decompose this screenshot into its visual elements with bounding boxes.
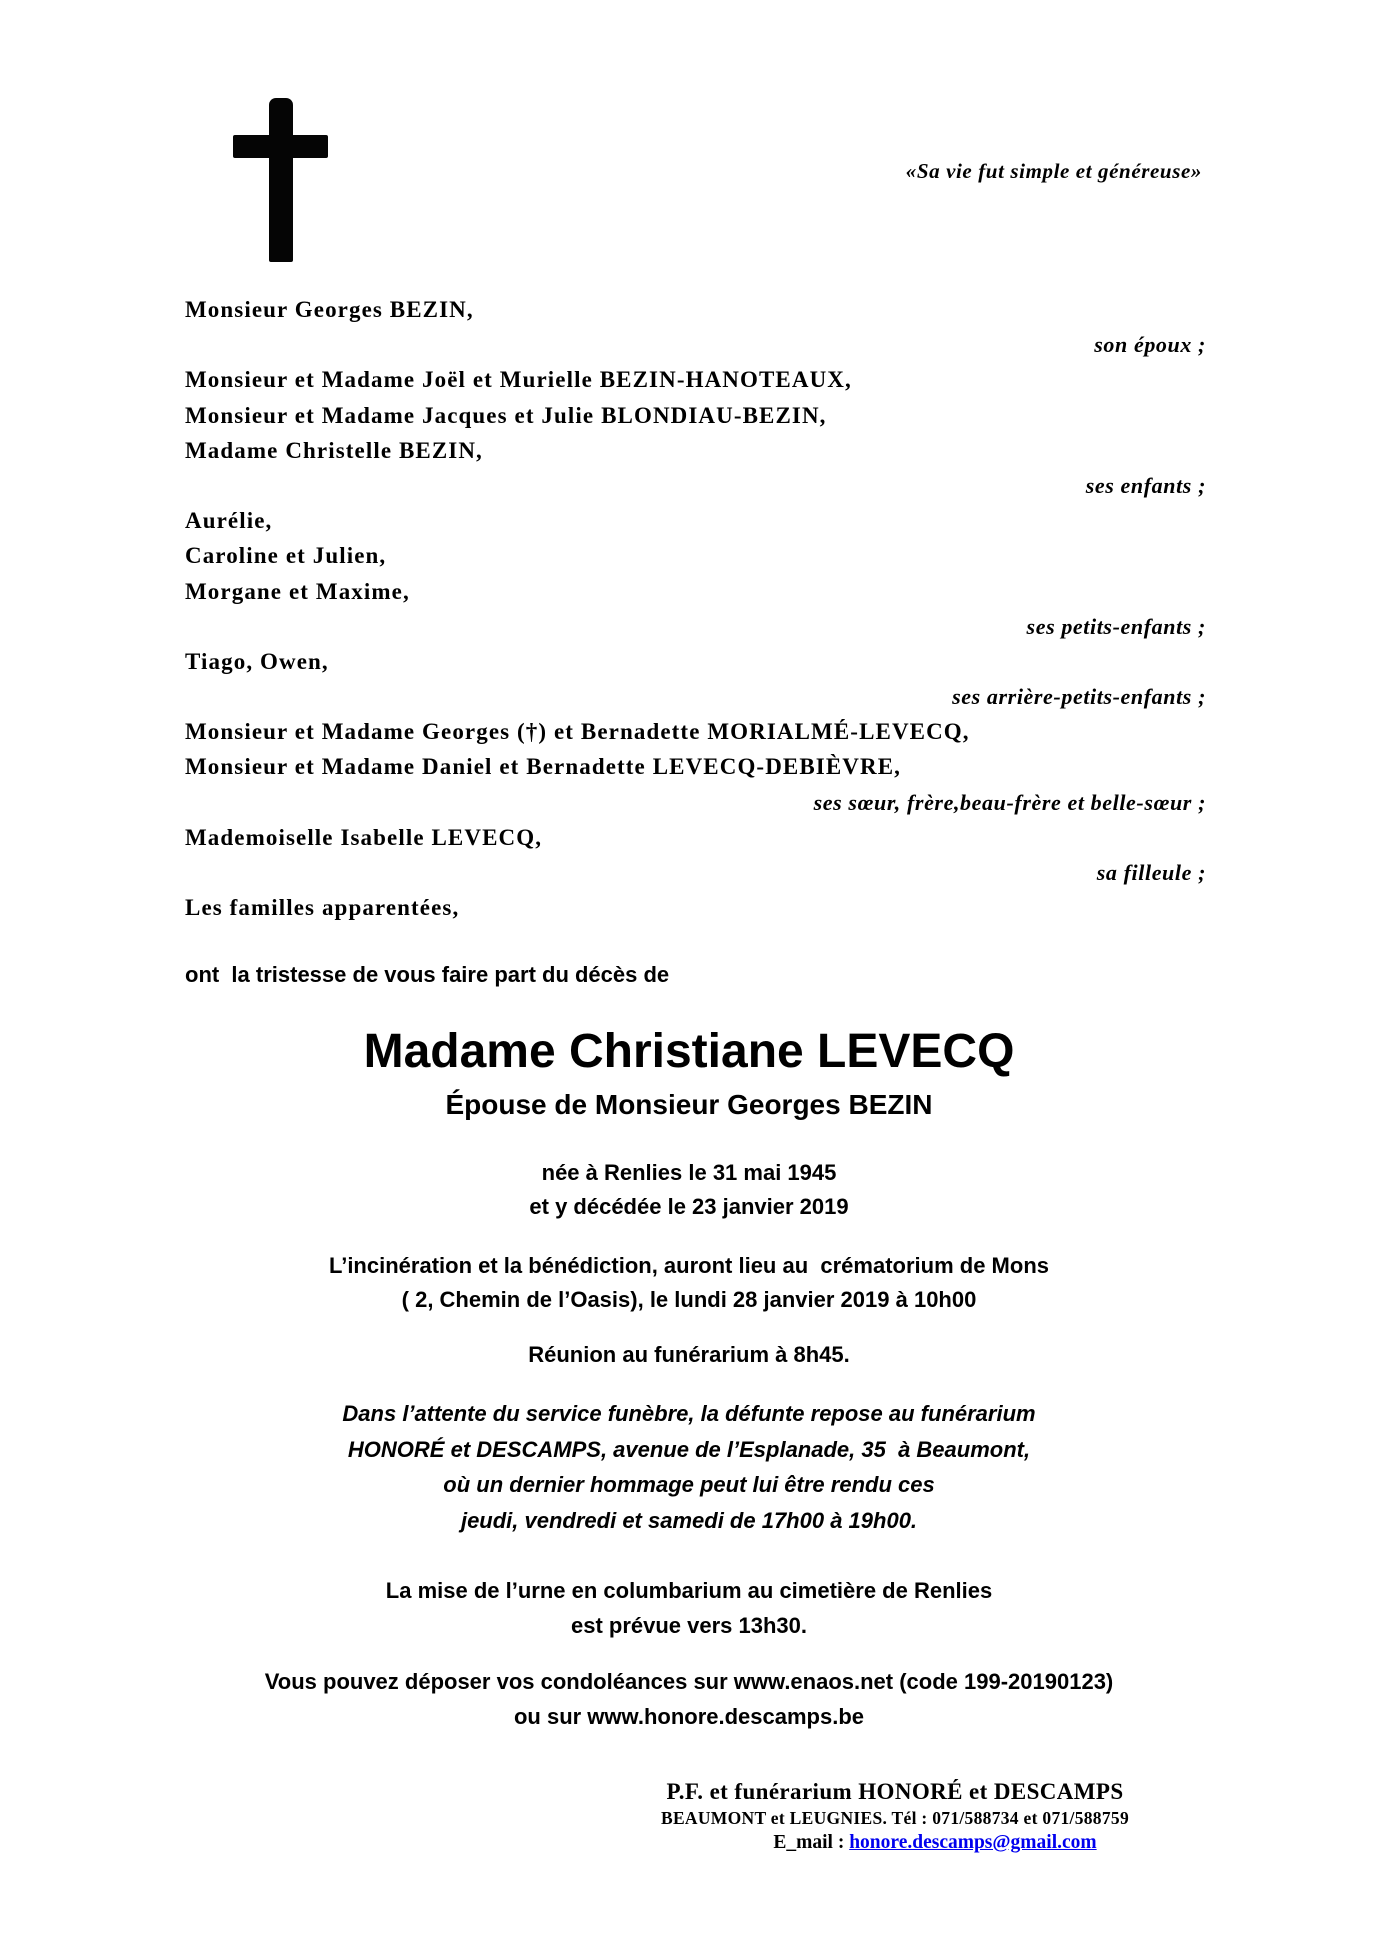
birth-line: née à Renlies le 31 mai 1945 <box>541 1160 837 1185</box>
death-line: et y décédée le 23 janvier 2019 <box>529 1194 849 1219</box>
family-line: Mademoiselle Isabelle LEVECQ, <box>185 824 543 850</box>
family-line: Aurélie, <box>185 508 273 534</box>
relation-label: ses enfants ; <box>1085 472 1206 498</box>
urn-line-1: La mise de l’urne en columbarium au cimetière de Renlies <box>385 1578 993 1603</box>
email-label: E_mail : <box>773 1832 850 1853</box>
relation-label: ses arrière-petits-enfants ; <box>952 684 1206 710</box>
relation-label: sa filleule ; <box>1096 860 1206 885</box>
family-line: Caroline et Julien, <box>185 543 387 569</box>
family-announcers-list <box>185 292 1206 925</box>
cremation-line-1: L’incinération et la bénédiction, auront lieu au crématorium de Mons <box>328 1253 1049 1278</box>
relation-label: son époux ; <box>1094 332 1206 358</box>
memorial-quote: «Sa vie fut simple et généreuse» <box>905 159 1202 183</box>
cross-horizontal-bar <box>233 135 328 158</box>
meeting-line: Réunion au funérarium à 8h45. <box>528 1342 850 1367</box>
family-line: Morgane et Maxime, <box>185 578 410 604</box>
birth-death-block <box>0 1156 1378 1224</box>
family-line: Monsieur et Madame Daniel et Bernadette LEVECQ-DEBIÈVRE, <box>185 754 901 780</box>
family-line: Monsieur Georges BEZIN, <box>185 297 474 322</box>
family-line: Tiago, Owen, <box>185 648 329 674</box>
cremation-line-2: ( 2, Chemin de l’Oasis), le lundi 28 janvier 2019 à 10h00 <box>401 1286 977 1312</box>
repose-line-4: jeudi, vendredi et samedi de 17h00 à 19h00. <box>460 1507 918 1533</box>
family-line: Monsieur et Madame Jacques et Julie BLONDIAU-BEZIN, <box>185 402 827 428</box>
repose-line-3: où un dernier hommage peut lui être rendu ces <box>443 1472 935 1497</box>
announcement-intro: ont la tristesse de vous faire part du décès de <box>185 962 670 987</box>
repose-block <box>0 1396 1378 1538</box>
repose-line-1: Dans l’attente du service funèbre, la défunte repose au funérarium <box>342 1401 1036 1426</box>
condolences-block <box>0 1664 1378 1734</box>
spouse-line: Épouse de Monsieur Georges BEZIN <box>445 1089 933 1120</box>
urn-block <box>0 1573 1378 1643</box>
urn-line-2: est prévue vers 13h30. <box>570 1613 808 1638</box>
family-line: Les familles apparentées, <box>185 895 460 921</box>
repose-line-2: HONORÉ et DESCAMPS, avenue de l’Esplanade, 35 à Beaumont, <box>347 1436 1031 1462</box>
condolences-line-1: Vous pouvez déposer vos condoléances sur www.enaos.net (code 199-20190123) <box>264 1669 1114 1694</box>
funeral-home-name: P.F. et funérarium HONORÉ et DESCAMPS <box>666 1779 1124 1804</box>
family-line: Madame Christelle BEZIN, <box>185 437 483 463</box>
funeral-home-footer <box>460 1778 1330 1856</box>
email-link[interactable]: honore.descamps@gmail.com <box>849 1832 1097 1853</box>
email-line <box>540 1830 1330 1856</box>
relation-label: ses petits-enfants ; <box>1026 613 1206 639</box>
funeral-home-contact: BEAUMONT et LEUGNIES. Tél : 071/588734 et 071/588759 <box>660 1808 1130 1828</box>
deceased-name: Madame Christiane LEVECQ <box>363 1025 1015 1078</box>
family-line: Monsieur et Madame Joël et Murielle BEZIN-HANOTEAUX, <box>185 367 852 393</box>
relation-label: ses sœur, frère,beau-frère et belle-sœur ; <box>813 789 1206 815</box>
cremation-block <box>0 1249 1378 1316</box>
condolences-line-2: ou sur www.honore.descamps.be <box>513 1704 865 1729</box>
family-line: Monsieur et Madame Georges (†) et Bernadette MORIALMÉ-LEVECQ, <box>185 719 970 745</box>
